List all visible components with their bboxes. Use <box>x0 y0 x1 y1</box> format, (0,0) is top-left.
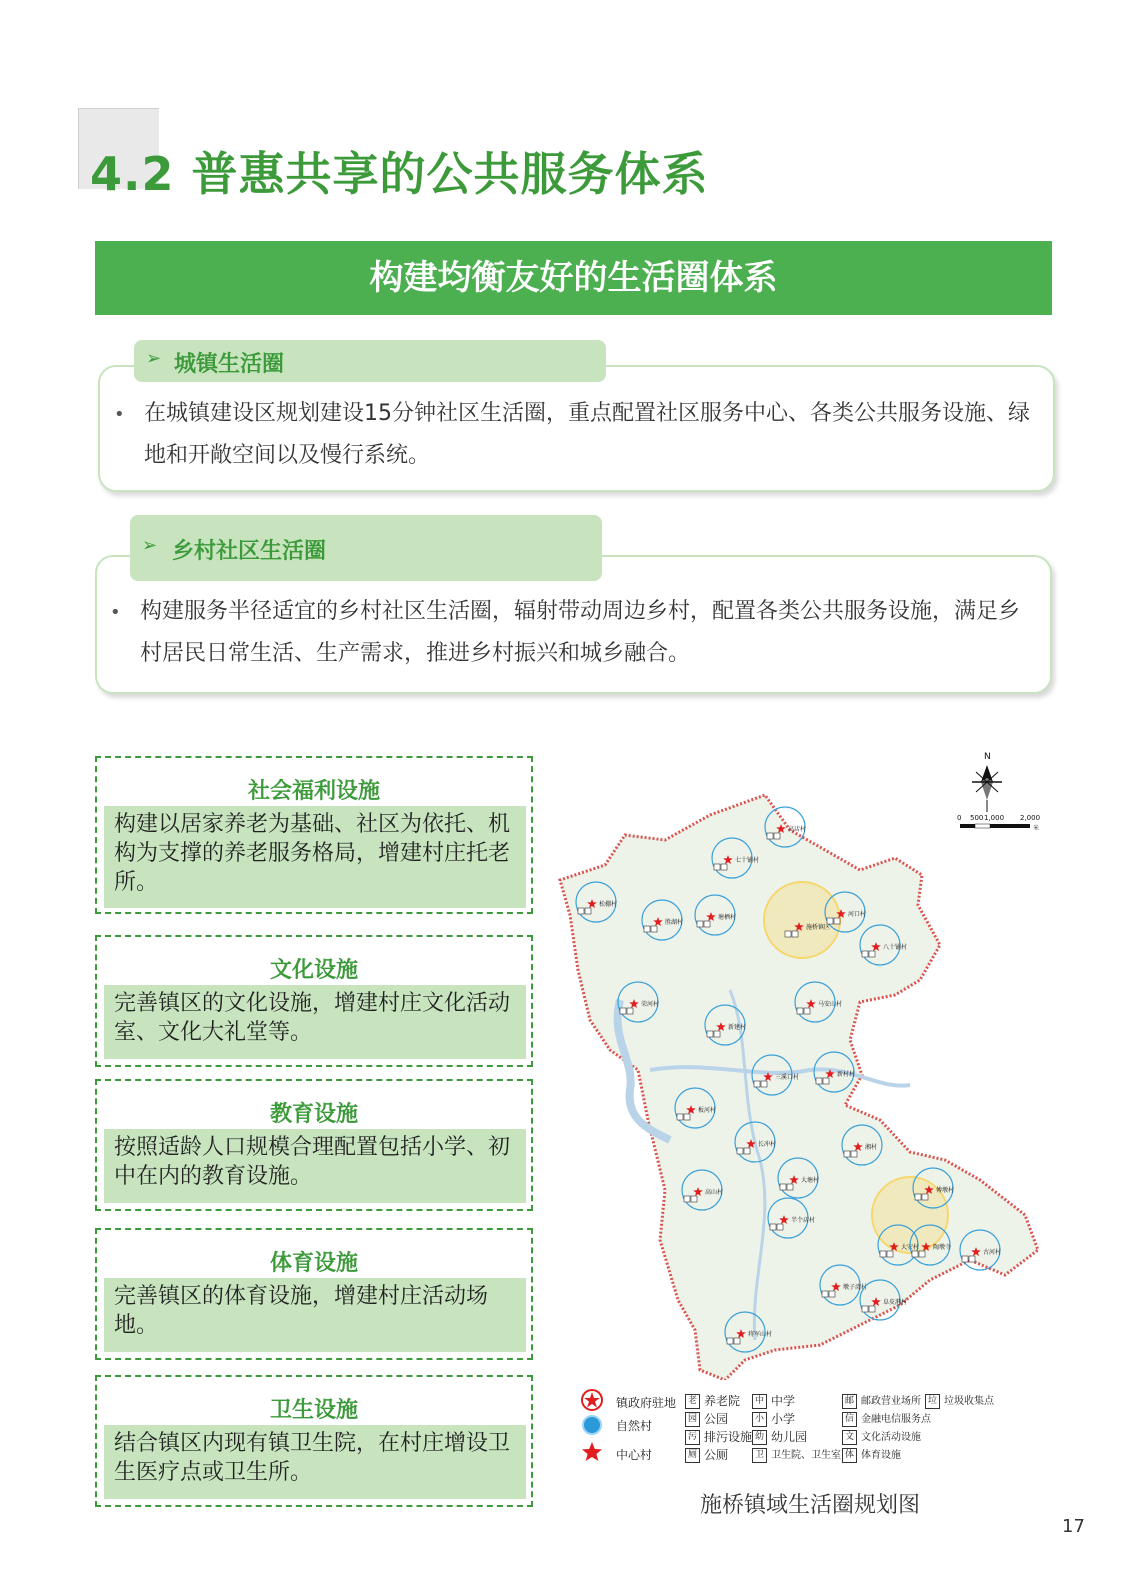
facility-marker <box>862 1306 868 1312</box>
village-label: 墩子湾村 <box>843 1284 868 1291</box>
sewage-icon: 污 <box>685 1430 700 1445</box>
legend-item <box>685 1428 752 1446</box>
facility-title: 卫生设施 <box>269 1398 358 1423</box>
facility-marker <box>761 1081 767 1087</box>
bullet-dot-icon: • <box>114 404 125 425</box>
village-label: 板河村 <box>698 1107 717 1114</box>
legend-item <box>685 1410 752 1428</box>
facility-marker <box>704 921 710 927</box>
facility-text: 结合镇区内现有镇卫生院，在村庄增设卫生医疗点或卫生所。 <box>104 1425 526 1499</box>
facility-title: 社会福利设施 <box>247 779 380 804</box>
scale-label-2000: 2,000 <box>1020 814 1041 822</box>
facility-title: 体育设施 <box>269 1251 358 1276</box>
facility-marker <box>804 1008 810 1014</box>
facility-marker <box>851 1151 857 1157</box>
village-label: 长冲村 <box>758 1141 777 1148</box>
facility-marker <box>620 1008 626 1014</box>
facility-marker <box>734 1338 740 1344</box>
village-label: 马安山村 <box>818 1001 843 1008</box>
facility-marker <box>797 1008 803 1014</box>
scale-label-1000: 1,000 <box>984 814 1005 822</box>
central-village-star-icon <box>580 1440 604 1464</box>
facility-marker <box>777 1224 783 1230</box>
legend-label: 养老院 <box>704 1394 741 1408</box>
legend-facility-col-1 <box>685 1392 752 1464</box>
post-office-icon: 邮 <box>842 1394 857 1409</box>
north-arrow-icon <box>972 752 1002 812</box>
facility-marker <box>922 1194 928 1200</box>
legend-item <box>685 1446 752 1464</box>
life-circle-map <box>550 740 1060 1380</box>
town-life-circle-tab <box>134 340 606 382</box>
facility-marker <box>684 1196 690 1202</box>
village-label: 胜湖村 <box>665 919 684 926</box>
facility-text: 构建以居家养老为基础、社区为依托、机构为支撑的养老服务格局，增建村庄托老所。 <box>104 806 526 908</box>
legend-label: 幼儿园 <box>771 1430 808 1444</box>
scale-unit-label: 米 <box>1033 825 1040 832</box>
facility-marker <box>834 918 840 924</box>
scale-label-0: 0 <box>957 814 962 822</box>
legend-facility-col-3 <box>842 1392 931 1464</box>
clinic-icon: 卫 <box>752 1448 767 1463</box>
town-government-icon <box>580 1388 604 1412</box>
section-heading <box>90 138 709 204</box>
village-life-circle-tab <box>130 515 602 581</box>
facility-marker <box>744 1148 750 1154</box>
legend-label: 小学 <box>771 1412 796 1426</box>
legend-item <box>925 1392 994 1410</box>
facility-marker <box>767 833 773 839</box>
village-label: 将军山村 <box>748 1331 773 1338</box>
scale-bar <box>957 814 1040 832</box>
village-label: 新村村 <box>837 1071 856 1078</box>
legend-item <box>842 1428 931 1446</box>
facility-marker <box>822 1291 828 1297</box>
park-icon: 园 <box>685 1412 700 1427</box>
village-life-circle-text: 构建服务半径适宜的乡村社区生活圈，辐射带动周边乡村，配置各类公共服务设施，满足乡村居民日常生活、生产需求，推进乡村振兴和城乡融合。 <box>140 599 1021 666</box>
kindergarten-icon: 幼 <box>752 1430 767 1445</box>
facility-box-sports <box>95 1228 533 1360</box>
facility-box-education <box>95 1079 533 1211</box>
finance-telecom-icon: 信 <box>842 1412 857 1427</box>
facility-text: 完善镇区的体育设施，增建村庄活动场地。 <box>104 1278 526 1352</box>
legend-label: 公厕 <box>704 1448 729 1462</box>
legend-label: 公园 <box>704 1412 729 1426</box>
village-label: 大安村 <box>901 1244 920 1251</box>
legend-label-town-government: 镇政府驻地 <box>616 1396 677 1410</box>
facility-marker <box>651 926 657 932</box>
section-number: 4.2 <box>90 147 175 201</box>
facility-marker <box>770 1224 776 1230</box>
bullet-dot-icon: • <box>110 602 121 623</box>
legend-label: 中学 <box>771 1394 796 1408</box>
elderly-home-icon: 老 <box>685 1394 700 1409</box>
facility-marker <box>829 1291 835 1297</box>
facility-box-culture <box>95 935 533 1067</box>
legend-label: 金融电信服务点 <box>861 1414 931 1425</box>
facility-marker <box>787 1184 793 1190</box>
legend-item <box>752 1392 841 1410</box>
facility-marker <box>721 864 727 870</box>
facility-marker <box>887 1251 893 1257</box>
facility-box-health <box>95 1375 533 1507</box>
facility-title: 教育设施 <box>269 1102 358 1127</box>
legend-item <box>752 1410 841 1428</box>
village-life-circle-label: 乡村社区生活圈 <box>172 539 327 564</box>
village-label: 傅墩村 <box>936 1187 955 1194</box>
green-banner-title: 构建均衡友好的生活圈体系 <box>95 241 1052 315</box>
facility-marker <box>869 951 875 957</box>
village-label: 半个店村 <box>791 1217 816 1224</box>
map-legend <box>580 1388 1000 1468</box>
facility-marker <box>644 926 650 932</box>
facility-marker <box>707 1031 713 1037</box>
town-life-circle-label: 城镇生活圈 <box>174 352 285 377</box>
legend-facility-col-4 <box>925 1392 994 1410</box>
facility-marker <box>823 1078 829 1084</box>
facility-marker <box>585 908 591 914</box>
village-label: 三溪口村 <box>775 1074 800 1081</box>
legend-label: 体育设施 <box>861 1450 901 1461</box>
facility-marker <box>691 1196 697 1202</box>
facility-marker <box>684 1114 690 1120</box>
facility-box-welfare <box>95 756 533 914</box>
sports-icon: 体 <box>842 1448 857 1463</box>
facility-marker <box>869 1306 875 1312</box>
village-label: 施桥镇区 <box>806 924 831 931</box>
legend-label-central-village: 中心村 <box>616 1448 653 1462</box>
village-label: 高山村 <box>705 1189 724 1196</box>
facility-marker <box>912 1251 918 1257</box>
page-number: 17 <box>1062 1516 1085 1537</box>
facility-marker <box>697 921 703 927</box>
legend-item <box>752 1428 841 1446</box>
arrow-right-icon: ➢ <box>142 535 158 556</box>
facility-marker <box>792 931 798 937</box>
facility-title: 文化设施 <box>269 958 358 983</box>
culture-activity-icon: 文 <box>842 1430 857 1445</box>
village-label: 陶墩寺 <box>933 1244 952 1251</box>
legend-item <box>752 1446 841 1464</box>
village-label: 大塘村 <box>801 1177 820 1184</box>
legend-label-natural-village: 自然村 <box>616 1419 653 1433</box>
legend-label: 卫生院、卫生室 <box>771 1450 841 1461</box>
village-label: 七十铺村 <box>735 857 760 864</box>
primary-school-icon: 小 <box>752 1412 767 1427</box>
facility-marker <box>780 1184 786 1190</box>
section-title: 普惠共享的公共服务体系 <box>191 147 709 201</box>
middle-school-icon: 中 <box>752 1394 767 1409</box>
arrow-right-icon: ➢ <box>146 348 162 369</box>
facility-marker <box>919 1251 925 1257</box>
map-caption: 施桥镇域生活圈规划图 <box>700 1493 921 1518</box>
toilet-icon: 厕 <box>685 1448 700 1463</box>
facility-marker <box>785 931 791 937</box>
facility-marker <box>862 951 868 957</box>
village-label: 八十铺村 <box>883 944 908 951</box>
legend-label: 垃圾收集点 <box>944 1396 994 1407</box>
legend-item <box>842 1446 931 1464</box>
scale-label-500: 500 <box>970 814 984 822</box>
legend-facility-col-2 <box>752 1392 841 1464</box>
facility-marker <box>774 833 780 839</box>
village-label: 高店村 <box>788 826 807 833</box>
legend-item <box>842 1410 931 1428</box>
facility-marker <box>844 1151 850 1157</box>
facility-marker <box>816 1078 822 1084</box>
natural-village-icon <box>580 1413 604 1437</box>
facility-marker <box>578 908 584 914</box>
village-label: 塘栖村 <box>718 914 737 921</box>
facility-marker <box>962 1256 968 1262</box>
facility-marker <box>880 1251 886 1257</box>
garbage-point-icon: 垃 <box>925 1394 940 1409</box>
facility-marker <box>754 1081 760 1087</box>
facility-marker <box>915 1194 921 1200</box>
facility-text: 完善镇区的文化设施，增建村庄文化活动室、文化大礼堂等。 <box>104 985 526 1059</box>
facility-marker <box>714 864 720 870</box>
facility-marker <box>627 1008 633 1014</box>
village-label: 松棚村 <box>599 901 618 908</box>
town-life-circle-text: 在城镇建设区规划建设15分钟社区生活圈，重点配置社区服务中心、各类公共服务设施、绿地和开敞空间以及慢行系统。 <box>144 401 1030 468</box>
facility-marker <box>677 1114 683 1120</box>
legend-item <box>685 1392 752 1410</box>
facility-marker <box>827 918 833 924</box>
legend-item <box>842 1392 931 1410</box>
village-label: 荣河村 <box>641 1001 660 1008</box>
village-label: 古河村 <box>983 1249 1002 1256</box>
north-label: N <box>984 752 991 762</box>
facility-marker <box>727 1338 733 1344</box>
facility-marker <box>714 1031 720 1037</box>
village-label: 阜皮港村 <box>883 1299 908 1306</box>
legend-label: 邮政营业场所 <box>861 1396 921 1407</box>
village-label: 湘村 <box>865 1144 878 1151</box>
village-label: 新建村 <box>728 1024 747 1031</box>
legend-label: 排污设施 <box>704 1430 753 1444</box>
facility-marker <box>969 1256 975 1262</box>
village-label: 河口村 <box>848 911 867 918</box>
facility-marker <box>737 1148 743 1154</box>
legend-label: 文化活动设施 <box>861 1432 921 1443</box>
facility-text: 按照适龄人口规模合理配置包括小学、初中在内的教育设施。 <box>104 1129 526 1203</box>
